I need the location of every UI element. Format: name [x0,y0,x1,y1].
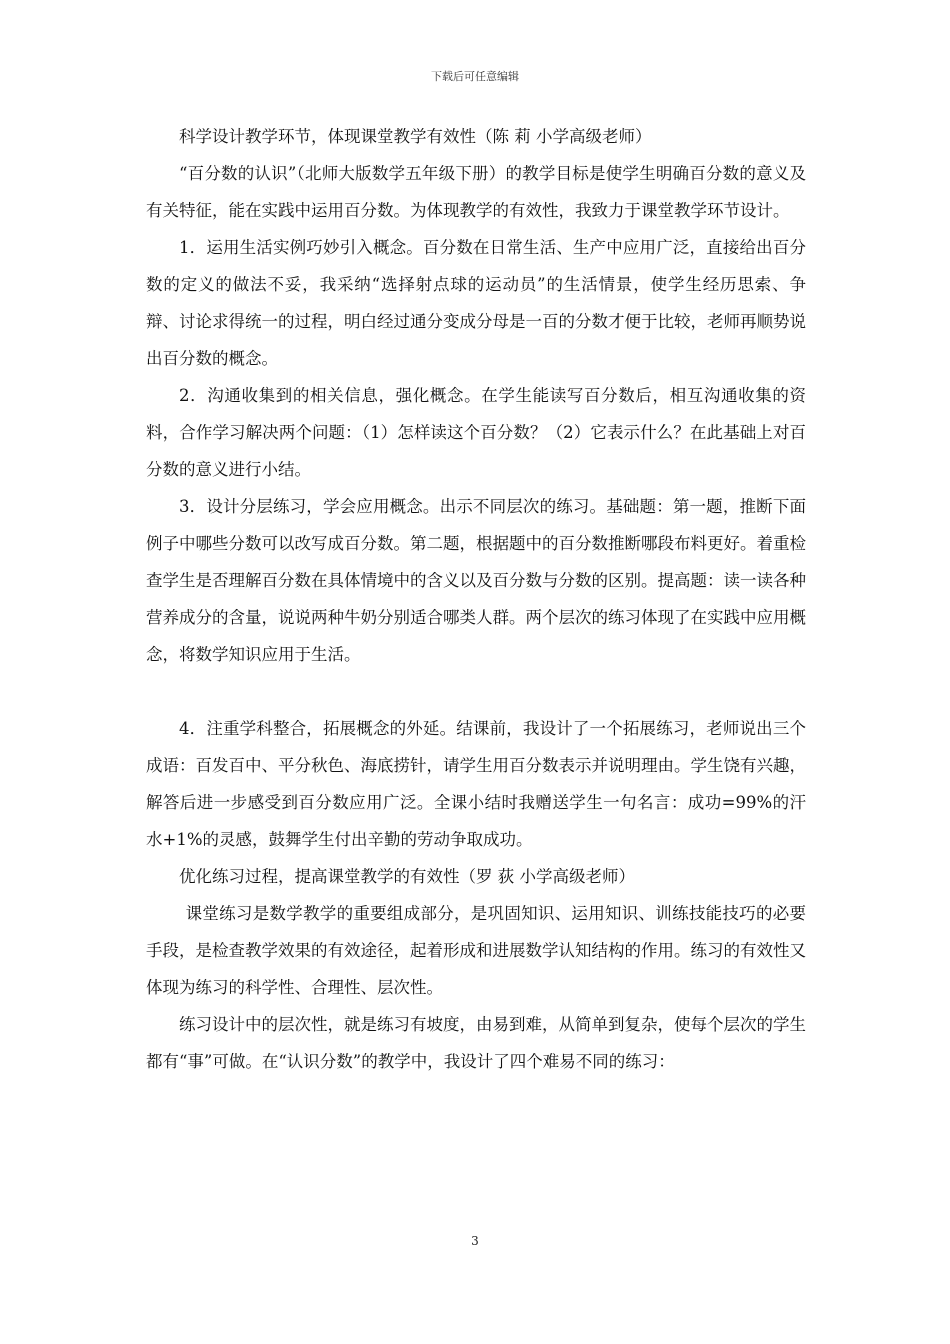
paragraph-practice-intro: 课堂练习是数学教学的重要组成部分，是巩固知识、运用知识、训练技能技巧的必要手段，是检查教学效果的有效途径，起着形成和进展数学认知结构的作用。练习的有效性又体现为练习的科学性、合理性、层次性。 [146,904,806,997]
paragraph-point-1: 1．运用生活实例巧妙引入概念。百分数在日常生活、生产中应用广泛，直接给出百分数的定义的做法不妥，我采纳“选择射点球的运动员”的生活情景，使学生经历思索、争辩、讨论求得统一的过程，明白经过通分变成分母是一百的分数才便于比较，老师再顺势说出百分数的概念。 [146,238,806,368]
paragraph-point-2: 2．沟通收集到的相关信息，强化概念。在学生能读写百分数后，相互沟通收集的资料，合作学习解决两个问题：（1）怎样读这个百分数？（2）它表示什么？在此基础上对百分数的意义进行小结。 [146,386,806,479]
paragraph-point-4: 4．注重学科整合，拓展概念的外延。结课前，我设计了一个拓展练习，老师说出三个成语：百发百中、平分秋色、海底捞针，请学生用百分数表示并说明理由。学生饶有兴趣，解答后进一步感受到百分数应用广泛。全课小结时我赠送学生一句名言：成功=99%的汗水+1%的灵感，鼓舞学生付出辛勤的劳动争取成功。 [146,719,806,849]
page-header: 下载后可任意编辑 [431,70,519,83]
paragraph-intro: “百分数的认识”（北师大版数学五年级下册）的教学目标是使学生明确百分数的意义及有关特征，能在实践中运用百分数。为体现教学的有效性，我致力于课堂教学环节设计。 [146,164,806,220]
paragraph-practice-levels: 练习设计中的层次性，就是练习有坡度，由易到难，从简单到复杂，使每个层次的学生都有“事”可做。在“认识分数”的教学中，我设计了四个难易不同的练习： [146,1015,806,1071]
section-title-1: 科学设计教学环节，体现课堂教学有效性（陈 莉 小学高级老师） [179,127,652,146]
document-body [146,118,806,1080]
page-number: 3 [471,1234,479,1248]
section-title-2: 优化练习过程，提高课堂教学的有效性（罗 荻 小学高级老师） [179,867,635,886]
paragraph-point-3: 3．设计分层练习，学会应用概念。出示不同层次的练习。基础题：第一题，推断下面例子中哪些分数可以改写成百分数。第二题，根据题中的百分数推断哪段布料更好。着重检查学生是否理解百分数在具体情境中的含义以及百分数与分数的区别。提高题：读一读各种营养成分的含量，说说两种牛奶分别适合哪类人群。两个层次的练习体现了在实践中应用概念，将数学知识应用于生活。 [146,497,806,664]
